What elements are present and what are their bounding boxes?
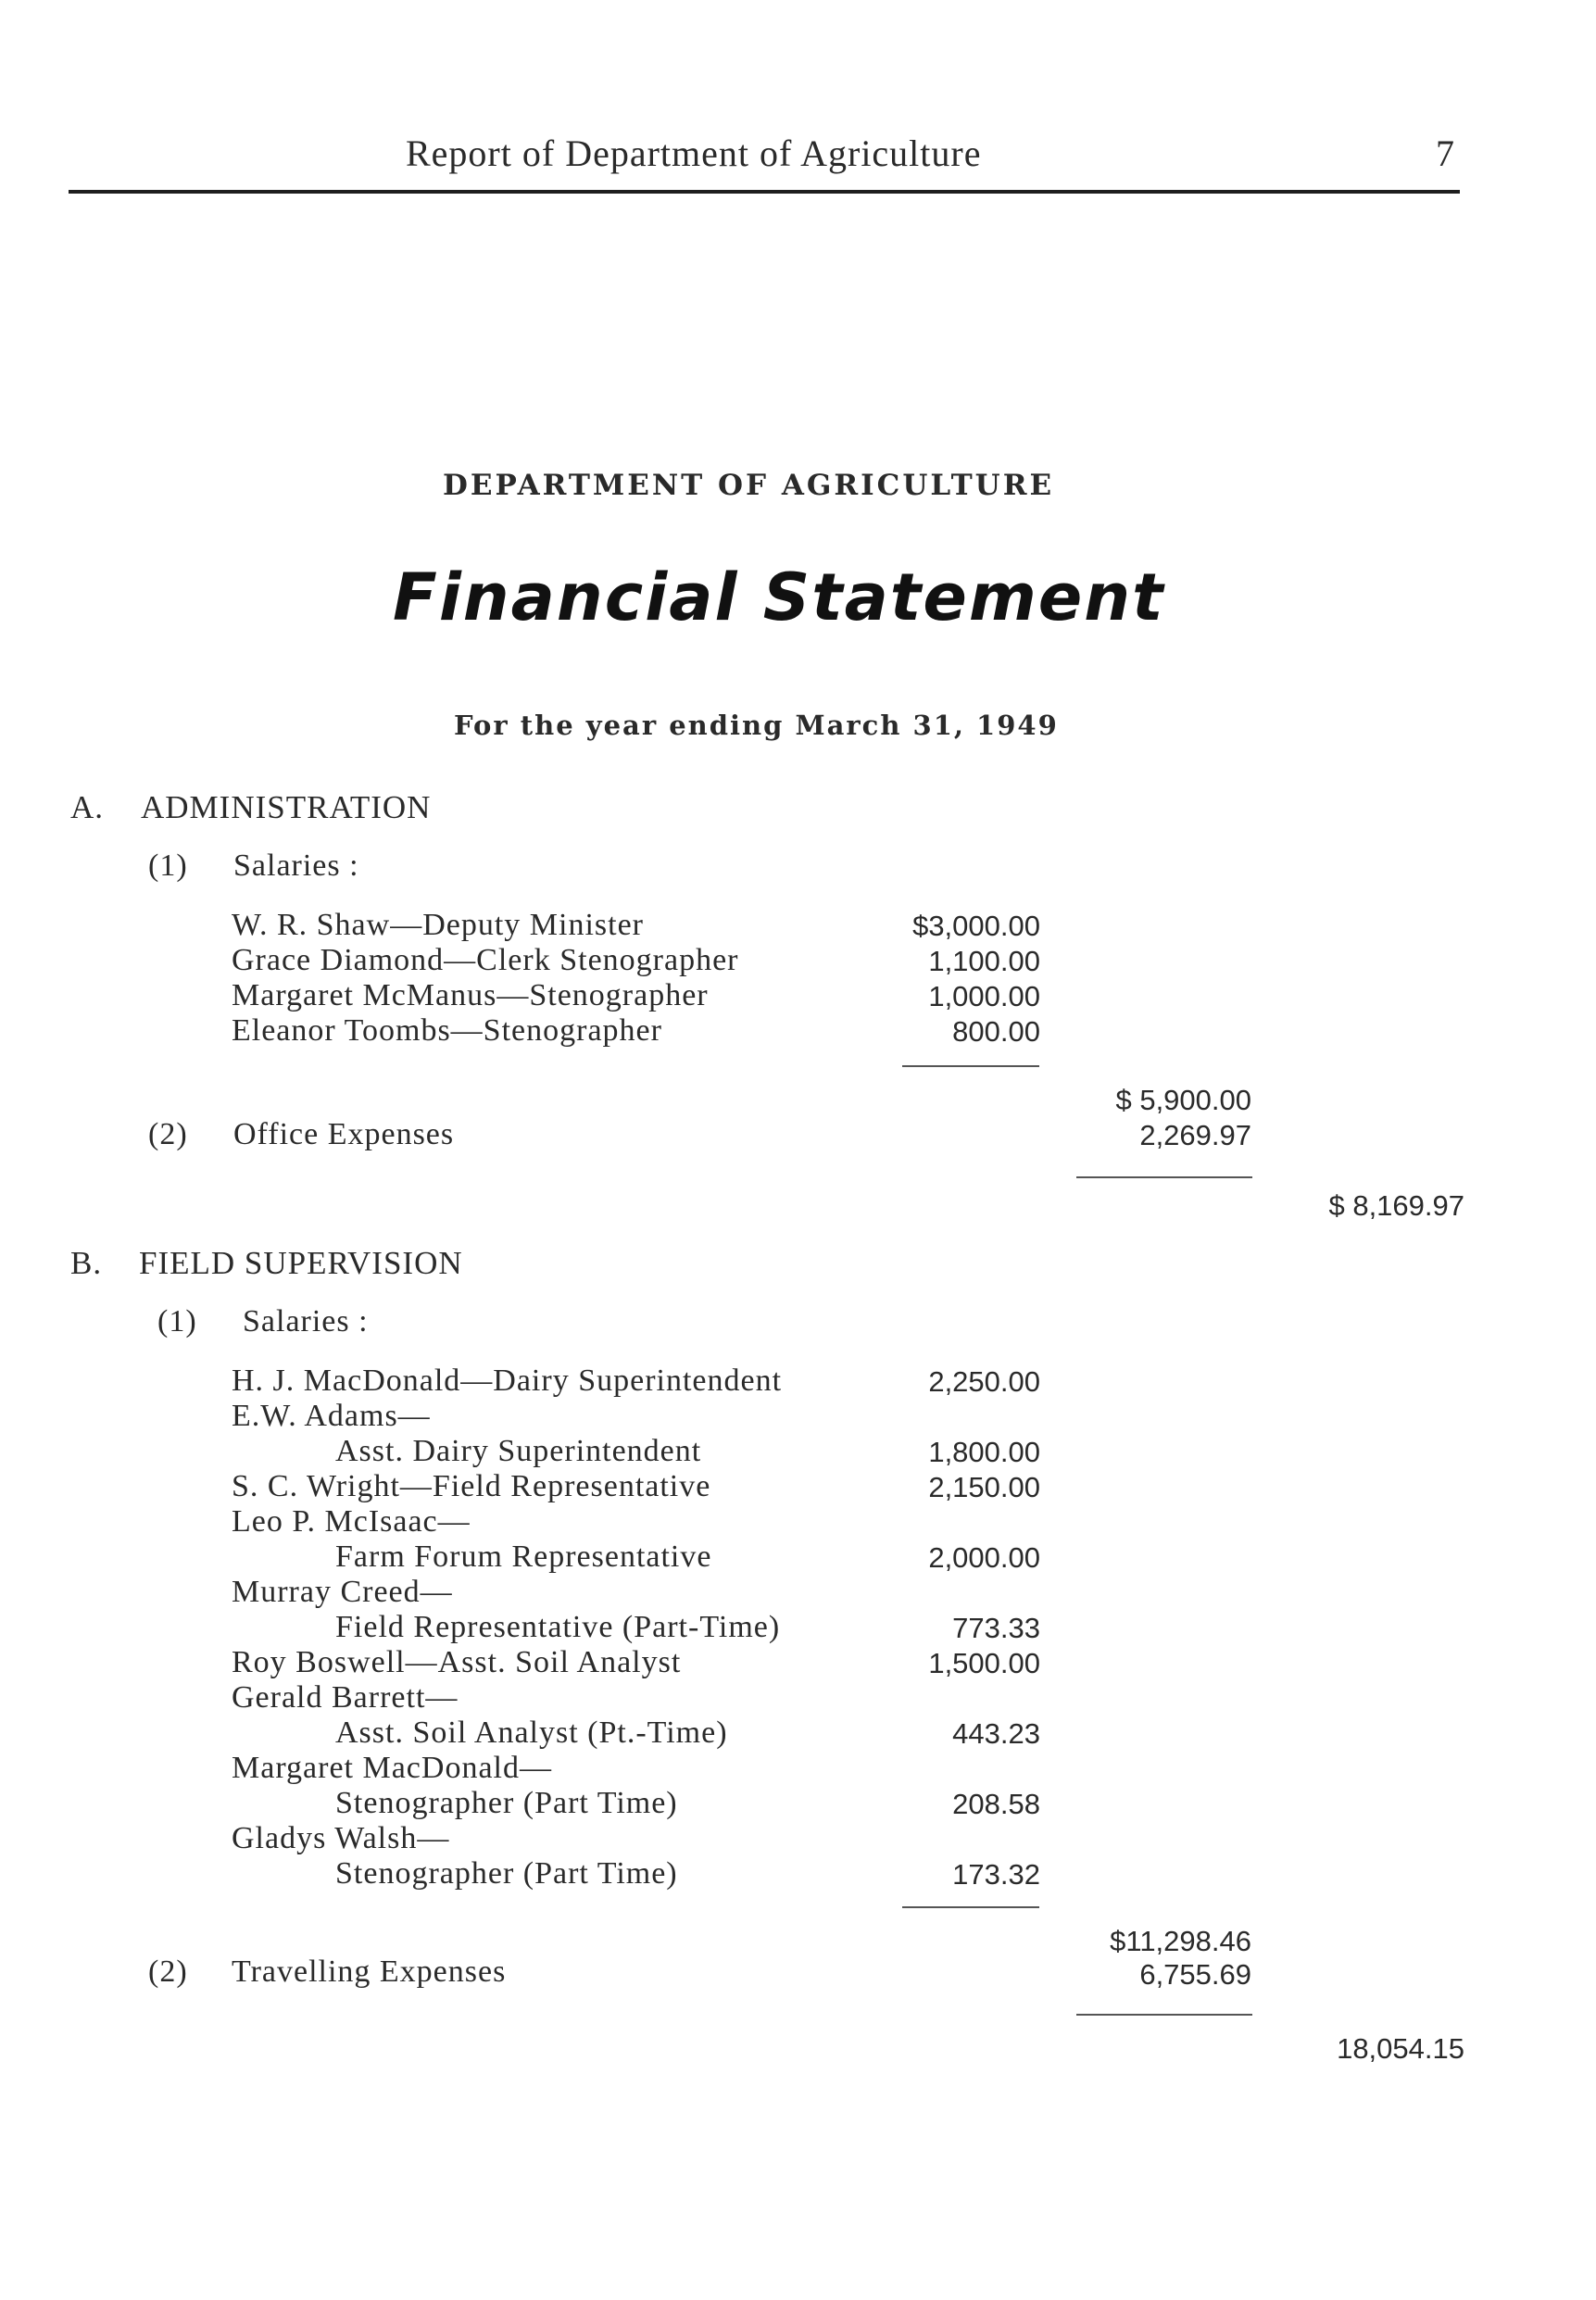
subtotal-rule	[902, 1906, 1039, 1908]
section-a-label: A.	[70, 789, 105, 825]
salary-b-role: Stenographer (Part Time)	[335, 1786, 678, 1820]
salary-a-name: Eleanor Toombs—Stenographer	[232, 1013, 662, 1048]
salary-b-name: S. C. Wright—Field Representative	[232, 1469, 711, 1503]
section-a-office-amount: 2,269.97	[1139, 1119, 1251, 1151]
salary-b-amount: 773.33	[952, 1612, 1040, 1644]
salary-b-name: Gladys Walsh—	[232, 1821, 450, 1855]
section-a-total: $ 8,169.97	[1328, 1189, 1464, 1222]
salary-a-amount: 800.00	[952, 1015, 1040, 1048]
section-b-title: FIELD SUPERVISION	[139, 1245, 463, 1281]
total-rule	[1076, 1176, 1252, 1178]
section-b-travel-amount: 6,755.69	[1139, 1958, 1251, 1991]
section-b-travel-title: Travelling Expenses	[232, 1954, 507, 1989]
salary-a-name: Margaret McManus—Stenographer	[232, 978, 709, 1012]
section-a-salaries-title: Salaries :	[233, 848, 359, 883]
salary-b-amount: 443.23	[952, 1717, 1040, 1750]
salary-b-amount: 2,000.00	[928, 1541, 1040, 1574]
salary-a-amount: 1,100.00	[928, 945, 1040, 977]
salary-b-name: Gerald Barrett—	[232, 1680, 459, 1715]
salary-b-name: Margaret MacDonald—	[232, 1751, 552, 1785]
section-a-office-title: Office Expenses	[233, 1117, 455, 1151]
header-rule	[69, 190, 1460, 194]
salary-a-amount: $3,000.00	[912, 910, 1040, 942]
section-a-title: ADMINISTRATION	[141, 789, 432, 825]
salary-b-name: Roy Boswell—Asst. Soil Analyst	[232, 1645, 682, 1679]
salary-b-name: E.W. Adams—	[232, 1399, 431, 1433]
salary-b-amount: 1,500.00	[928, 1647, 1040, 1679]
section-b-salaries-title: Salaries :	[243, 1304, 369, 1339]
page-number: 7	[1436, 132, 1455, 174]
section-b-total: 18,054.15	[1337, 2032, 1464, 2065]
running-header: Report of Department of Agriculture	[406, 132, 982, 174]
salary-b-role: Asst. Soil Analyst (Pt.-Time)	[335, 1716, 728, 1750]
section-a-salaries-label: (1)	[148, 848, 188, 883]
section-a-office-label: (2)	[148, 1117, 188, 1151]
salary-b-role: Asst. Dairy Superintendent	[335, 1434, 702, 1468]
salary-b-role: Stenographer (Part Time)	[335, 1856, 678, 1891]
salary-a-amount: 1,000.00	[928, 980, 1040, 1012]
salary-b-amount: 208.58	[952, 1788, 1040, 1820]
salary-b-name: Leo P. McIsaac—	[232, 1504, 471, 1539]
department-heading: DEPARTMENT OF AGRICULTURE	[443, 469, 1055, 502]
total-rule	[1076, 2014, 1252, 2016]
salary-b-amount: 1,800.00	[928, 1436, 1040, 1468]
salary-a-name: Grace Diamond—Clerk Stenographer	[232, 943, 739, 977]
salary-b-amount: 2,250.00	[928, 1365, 1040, 1398]
salary-b-amount: 2,150.00	[928, 1471, 1040, 1503]
section-b-salaries-total: $11,298.46	[1110, 1925, 1251, 1957]
salary-a-name: W. R. Shaw—Deputy Minister	[232, 908, 645, 942]
section-a-salaries-total: $ 5,900.00	[1115, 1084, 1251, 1116]
section-b-salaries-label: (1)	[157, 1304, 197, 1339]
salary-b-role: Field Representative (Part-Time)	[335, 1610, 781, 1644]
salary-b-name: Murray Creed—	[232, 1575, 453, 1609]
salary-b-role: Farm Forum Representative	[335, 1540, 712, 1574]
subtotal-rule	[902, 1065, 1039, 1067]
period-subtitle: For the year ending March 31, 1949	[454, 710, 1059, 741]
salary-b-name: H. J. MacDonald—Dairy Superintendent	[232, 1364, 783, 1398]
salary-b-amount: 173.32	[952, 1858, 1040, 1891]
page-title: Financial Statement	[393, 559, 1165, 635]
section-b-label: B.	[70, 1245, 103, 1281]
section-b-travel-label: (2)	[148, 1954, 188, 1989]
